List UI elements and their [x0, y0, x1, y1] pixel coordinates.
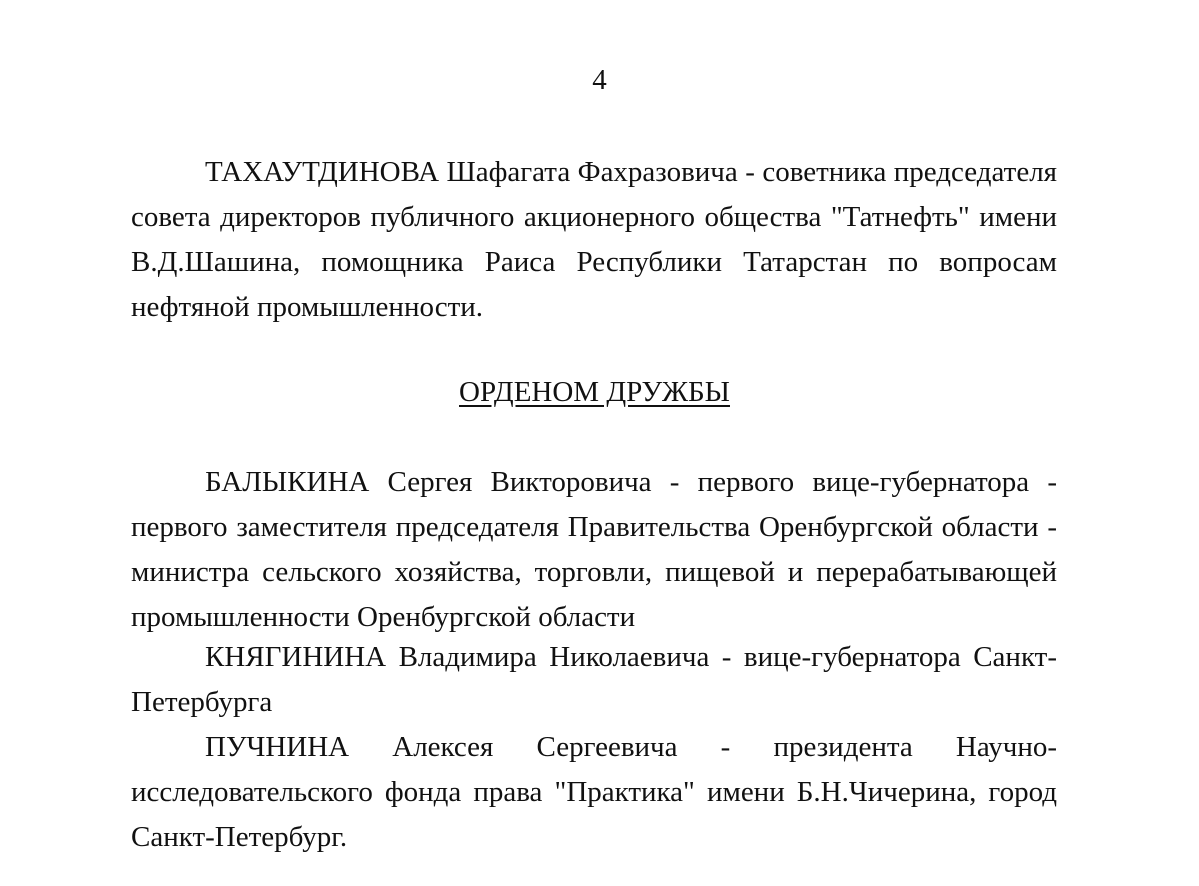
award-entry-puchnin: ПУЧНИНА Алексея Сергеевича - президента Научно-исследовательского фонда права "Практика" имени Б.Н.Чичерина, город Санкт-Петербург. [131, 731, 1057, 853]
section-heading-order-of-friendship: ОРДЕНОМ ДРУЖБЫ [459, 376, 730, 408]
award-entry-takhautdinov: ТАХАУТДИНОВА Шафагата Фахразовича - советника председателя совета директоров публичного акционерного общества "Татнефть" имени В.Д.Шашина, помощника Раиса Республики Татарстан по вопросам нефтяной промышленности. [131, 156, 1057, 323]
award-entry-balykin: БАЛЫКИНА Сергея Викторовича - первого вице-губернатора - первого заместителя председателя Правительства Оренбургской области - министра сельского хозяйства, торговли, пищевой и перерабатывающей промышленности Оренбургской области [131, 466, 1057, 633]
page-number: 4 [592, 64, 607, 96]
award-entry-knyaginin: КНЯГИНИНА Владимира Николаевича - вице-губернатора Санкт-Петербурга [131, 641, 1057, 718]
